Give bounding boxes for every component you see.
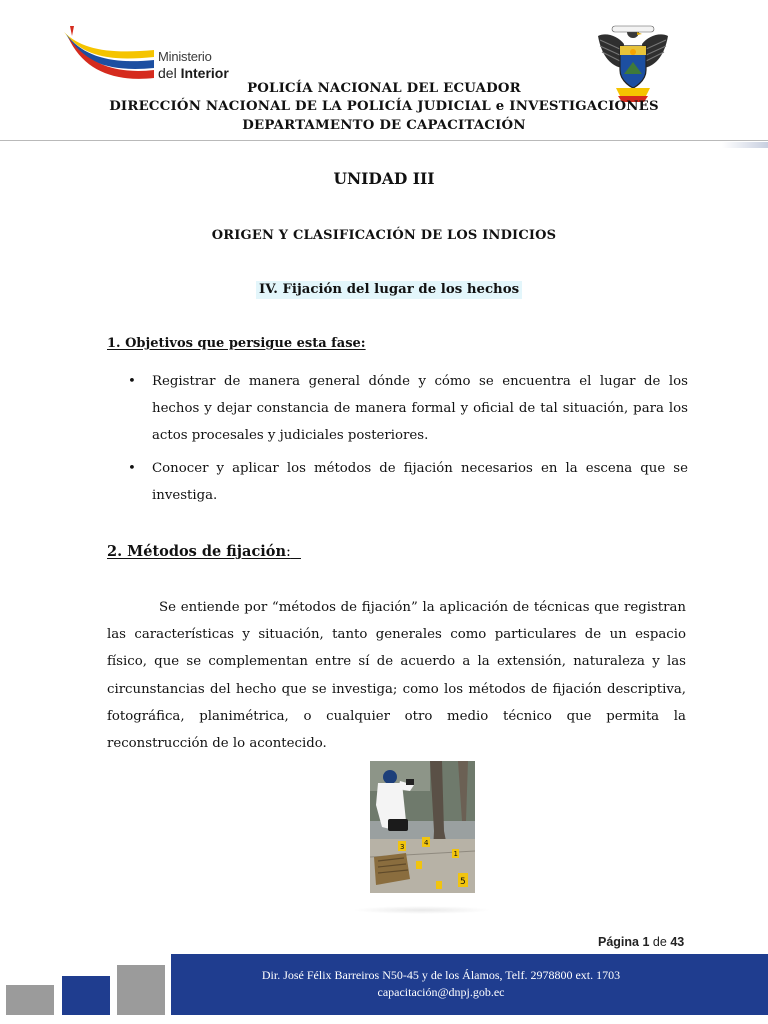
ecuador-flag-swoosh-icon xyxy=(62,24,158,86)
evidence-marker-5 xyxy=(458,873,468,887)
objective-text: Conocer y aplicar los métodos de fijación necesarios en la escena que se investiga. xyxy=(152,461,688,503)
methods-heading: 2. Métodos de fijación: xyxy=(107,543,291,560)
photo-shadow xyxy=(352,906,492,914)
footer-decor-square xyxy=(62,976,110,1015)
svg-text:5: 5 xyxy=(460,877,466,887)
footer-address: Dir. José Félix Barreiros N50-45 y de los Álamos, Telf. 2978800 ext. 1703 xyxy=(261,968,621,982)
subsection-title: IV. Fijación del lugar de los hechos xyxy=(256,281,522,299)
methods-paragraph: Se entiende por “métodos de fijación” la aplicación de técnicas que registran las características y situación, tanto generales como particulares de un espacio físico, que se complementan entre sí de acuerdo a la extensión, naturaleza y las circunstancias del hecho que se investiga; como los métodos de fijación descriptiva, fotográfica, planimétrica, o cualquier otro medio técnico que permita la reconstrucción de lo acontecido. xyxy=(107,600,686,752)
objective-text: Registrar de manera general dónde y cómo se encuentra el lugar de los hechos y dejar constancia de manera formal y oficial de tal situación, para los actos procesales y judiciales posteriores. xyxy=(152,374,688,443)
list-item xyxy=(128,455,688,509)
evidence-marker-3 xyxy=(398,841,406,851)
header-divider xyxy=(0,140,768,141)
objectives-list xyxy=(128,368,688,509)
unit-title: UNIDAD III xyxy=(333,169,435,188)
evidence-marker-1 xyxy=(452,849,459,858)
logo-ministerio-label: Ministerio xyxy=(158,49,212,64)
logo-interior-label: del Interior xyxy=(158,65,229,81)
bullet-icon: • xyxy=(128,461,136,476)
bullet-icon: • xyxy=(128,374,136,389)
footer-decor-square xyxy=(117,965,165,1015)
svg-text:1: 1 xyxy=(453,850,458,858)
footer-email-link[interactable]: capacitación@dnpj.gob.ec xyxy=(377,985,505,999)
header-department-title: DEPARTAMENTO DE CAPACITACIÓN xyxy=(242,118,526,133)
objectives-heading: 1. Objetivos que persigue esta fase: xyxy=(107,336,366,351)
header-institution-title: POLICÍA NACIONAL DEL ECUADOR xyxy=(247,81,521,96)
page-number: Página 1 de 43 xyxy=(598,935,685,949)
crime-scene-illustration xyxy=(370,761,475,893)
evidence-marker-4 xyxy=(422,837,430,847)
ministerio-del-interior-logo xyxy=(62,24,242,86)
svg-text:4: 4 xyxy=(424,839,429,847)
section-title: ORIGEN Y CLASIFICACIÓN DE LOS INDICIOS xyxy=(211,228,557,243)
footer-decor-square xyxy=(6,985,54,1015)
crime-scene-photo xyxy=(370,761,475,893)
svg-text:3: 3 xyxy=(400,843,405,851)
header-gradient-accent xyxy=(722,142,768,148)
header-directorate-title: DIRECCIÓN NACIONAL DE LA POLICÍA JUDICIAL e INVESTIGACIONES xyxy=(109,99,659,114)
list-item xyxy=(128,368,688,449)
